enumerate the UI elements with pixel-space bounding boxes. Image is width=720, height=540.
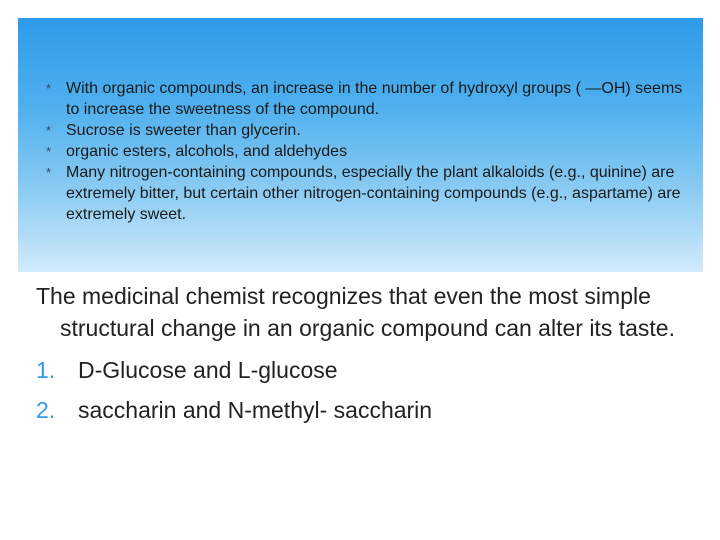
bullet-text: organic esters, alcohols, and aldehydes [66,143,348,160]
bullet-text: Many nitrogen-containing compounds, especially the plant alkaloids (e.g., quinine) are extremely bitter, but certain other nitrogen-containing compounds (e.g., aspartame) are extremely sweet. [66,164,681,223]
body-paragraph: The medicinal chemist recognizes that even the most simple structural change in an organic compound can alter its taste. [36,283,675,341]
bullet-item [46,120,686,141]
bullet-text: With organic compounds, an increase in the number of hydroxyl groups ( —OH) seems to increase the sweetness of the compound. [66,80,683,118]
asterisk-bullet-icon: * [46,165,52,180]
asterisk-bullet-icon: * [46,81,52,96]
numbered-item [36,390,696,430]
main-content [36,280,696,430]
list-number: 1. [36,357,56,383]
bullet-list [46,78,686,225]
bullet-item [46,141,686,162]
bullet-item [46,78,686,120]
bullet-item [46,162,686,225]
numbered-item-text: D-Glucose and L-glucose [78,357,338,383]
numbered-list [36,350,696,430]
asterisk-bullet-icon: * [46,144,52,159]
numbered-item [36,350,696,390]
list-number: 2. [36,397,56,423]
bullet-text: Sucrose is sweeter than glycerin. [66,122,301,139]
asterisk-bullet-icon: * [46,123,52,138]
numbered-item-text: saccharin and N-methyl- saccharin [78,397,433,423]
